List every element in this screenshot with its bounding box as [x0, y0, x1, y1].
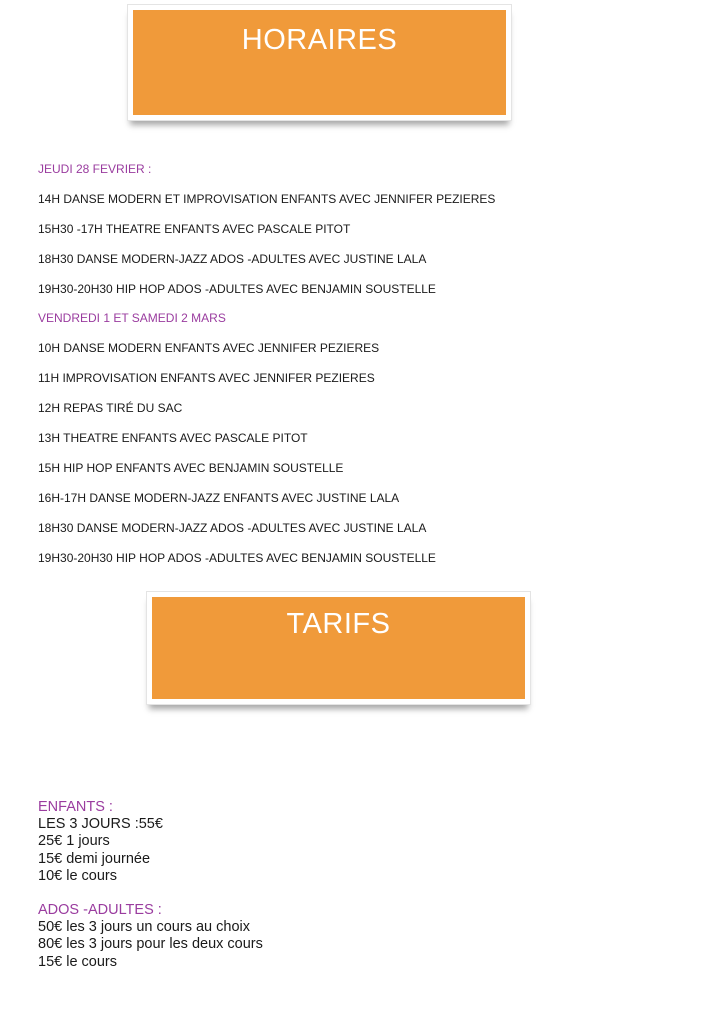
tarifs-title: TARIFS [286, 608, 391, 640]
schedule-entry: 13H THEATRE ENFANTS AVEC PASCALE PITOT [38, 431, 308, 446]
schedule-day-heading: VENDREDI 1 ET SAMEDI 2 MARS [38, 311, 226, 326]
schedule-entry: 14H DANSE MODERN ET IMPROVISATION ENFANTS AVEC JENNIFER PEZIERES [38, 191, 496, 206]
prices-section [38, 799, 638, 988]
schedule-entry: 11H IMPROVISATION ENFANTS AVEC JENNIFER PEZIERES [38, 371, 375, 386]
tarifs-banner [147, 592, 530, 704]
price-line: 15€ demi journée [38, 850, 151, 867]
price-line: 80€ les 3 jours pour les deux cours [38, 936, 263, 953]
schedule-entry: 16H-17H DANSE MODERN-JAZZ ENFANTS AVEC JUSTINE LALA [38, 490, 400, 505]
schedule-entry: 15H30 -17H THEATRE ENFANTS AVEC PASCALE PITOT [38, 221, 351, 236]
schedule-entry: 19H30-20H30 HIP HOP ADOS -ADULTES AVEC BENJAMIN SOUSTELLE [38, 281, 436, 296]
schedule-list [38, 161, 678, 579]
children-prices-heading: ENFANTS : [38, 799, 113, 815]
schedule-day-heading: JEUDI 28 FEVRIER : [38, 162, 152, 176]
schedule-entry: 10H DANSE MODERN ENFANTS AVEC JENNIFER PEZIERES [38, 341, 380, 356]
price-line: 25€ 1 jours [38, 833, 110, 850]
price-line: LES 3 JOURS :55€ [38, 816, 163, 832]
price-line: 15€ le cours [38, 953, 117, 970]
adults-prices-heading: ADOS -ADULTES : [38, 902, 162, 919]
horaires-banner [128, 5, 511, 120]
price-line: 50€ les 3 jours un cours au choix [38, 919, 250, 936]
price-line: 10€ le cours [38, 867, 117, 884]
schedule-entry: 12H REPAS TIRÉ DU SAC [38, 401, 183, 416]
schedule-entry: 19H30-20H30 HIP HOP ADOS -ADULTES AVEC BENJAMIN SOUSTELLE [38, 550, 436, 565]
horaires-title: HORAIRES [241, 24, 398, 56]
adults-prices [38, 902, 638, 971]
children-prices [38, 799, 638, 885]
schedule-entry: 18H30 DANSE MODERN-JAZZ ADOS -ADULTES AVEC JUSTINE LALA [38, 251, 427, 266]
schedule-entry: 18H30 DANSE MODERN-JAZZ ADOS -ADULTES AVEC JUSTINE LALA [38, 520, 427, 535]
schedule-entry: 15H HIP HOP ENFANTS AVEC BENJAMIN SOUSTELLE [38, 460, 344, 475]
